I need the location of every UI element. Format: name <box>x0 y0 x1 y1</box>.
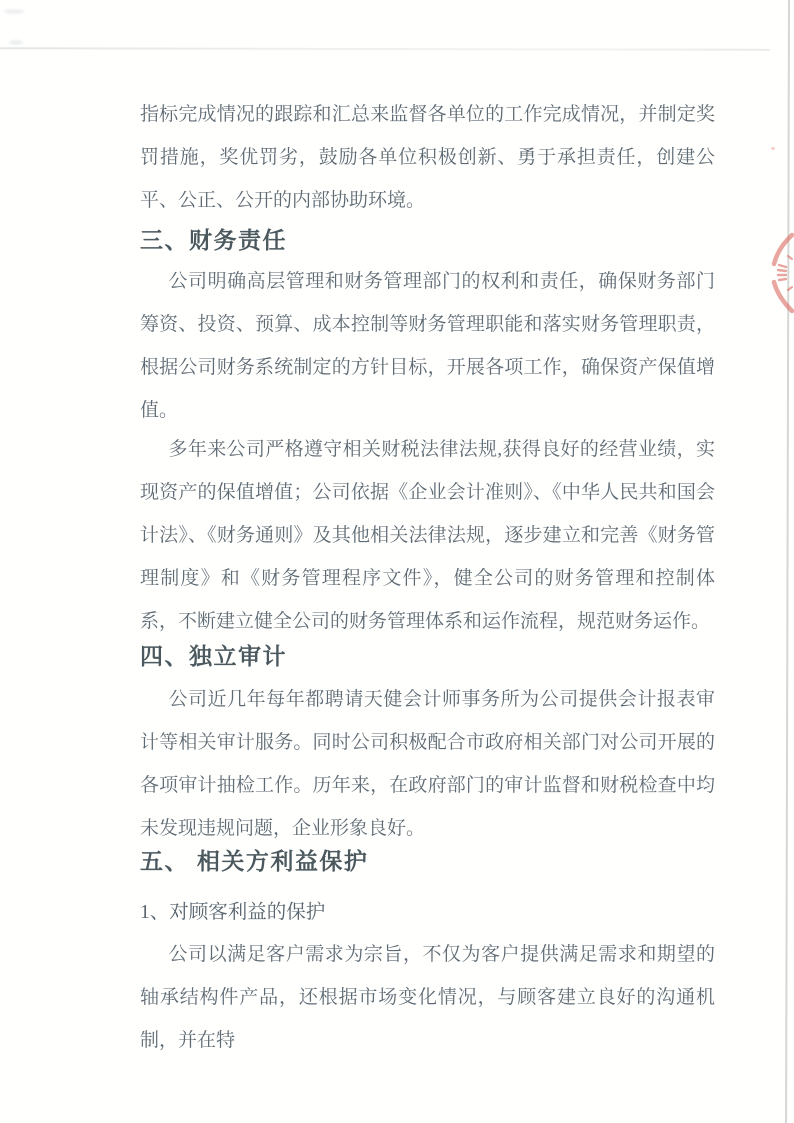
scan-smudge <box>4 9 24 14</box>
body-paragraph: 公司以满足客户需求为宗旨，不仅为客户提供满足需求和期望的轴承结构件产品，还根据市场变化情况，与顾客建立良好的沟通机制，并在特 <box>140 944 715 1051</box>
sub-heading: 1、对顾客利益的保护 <box>140 902 326 923</box>
red-seal-fragment <box>766 232 794 314</box>
body-paragraph: 公司近几年每年都聘请天健会计师事务所为公司提供会计报表审计等相关审计服务。同时公司积极配合市政府相关部门对公司开展的各项审计抽检工作。历年来，在政府部门的审计监督和财税检查中均未发现违规问题，企业形象良好。 <box>140 689 715 839</box>
section-heading: 五、 相关方利益保护 <box>140 848 369 874</box>
scan-smudge <box>9 40 23 45</box>
section-heading: 四、独立审计 <box>140 643 287 669</box>
body-paragraph: 指标完成情况的跟踪和汇总来监督各单位的工作完成情况，并制定奖罚措施，奖优罚劣，鼓励各单位积极创新、勇于承担责任，创建公平、公正、公开的内部协助环境。 <box>140 104 715 211</box>
scan-artifact-line <box>0 47 770 51</box>
section-heading: 三、财务责任 <box>140 227 287 253</box>
scan-speck <box>771 147 775 150</box>
body-paragraph: 多年来公司严格遵守相关财税法律法规,获得良好的经营业绩，实现资产的保值增值；公司依据《企业会计准则》、《中华人民共和国会计法》、《财务通则》及其他相关法律法规，逐步建立和完善《财务管理制度》和《财务管理程序文件》，健全公司的财务管理和控制体系，不断建立健全公司的财务管理体系和运作流程，规范财务运作。 <box>140 439 715 632</box>
body-paragraph: 公司明确高层管理和财务管理部门的权利和责任，确保财务部门筹资、投资、预算、成本控制等财务管理职能和落实财务管理职责，根据公司财务系统制定的方针目标，开展各项工作，确保资产保值增值。 <box>140 271 715 421</box>
page-edge-line <box>785 0 790 1123</box>
